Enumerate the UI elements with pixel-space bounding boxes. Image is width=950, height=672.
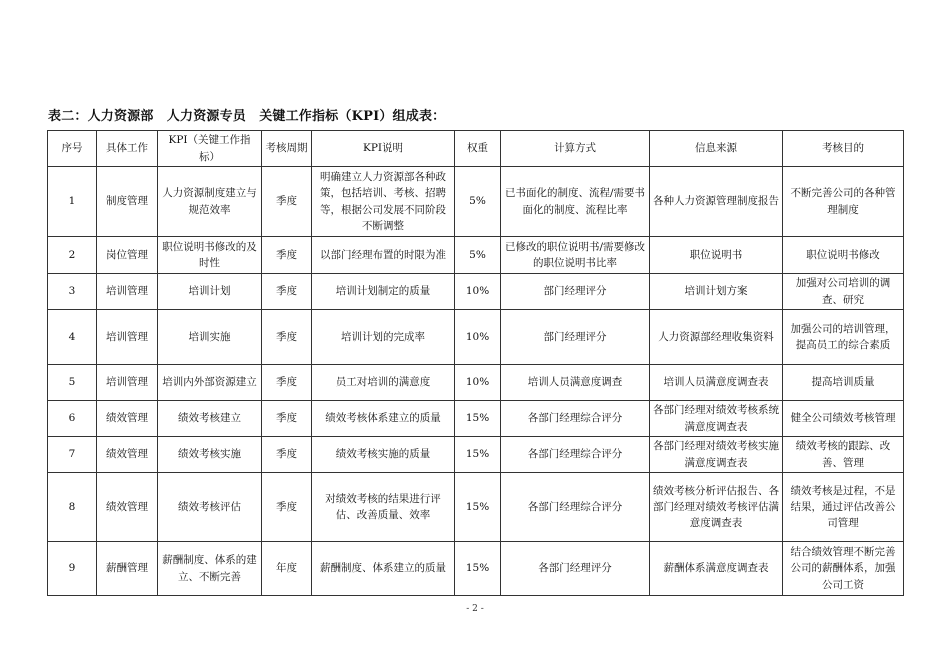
cell-period: 季度 [262,365,312,401]
cell-weight: 15% [455,437,501,473]
cell-kpi-description: 薪酬制度、体系建立的质量 [312,542,455,596]
cell-calculation: 各部门经理评分 [501,542,650,596]
cell-info-source: 各种人力资源管理制度报告 [650,167,783,237]
cell-weight: 15% [455,473,501,542]
cell-kpi: 薪酬制度、体系的建立、不断完善 [158,542,262,596]
cell-task: 培训管理 [97,310,158,365]
cell-index: 9 [48,542,97,596]
cell-index: 1 [48,167,97,237]
cell-purpose: 绩效考核是过程，不是结果，通过评估改善公司管理 [783,473,904,542]
table-row [48,473,904,542]
cell-period: 季度 [262,237,312,274]
cell-purpose: 不断完善公司的各种管理制度 [783,167,904,237]
cell-kpi: 培训内外部资源建立 [158,365,262,401]
cell-period: 季度 [262,401,312,437]
cell-kpi-description: 对绩效考核的结果进行评估、改善质量、效率 [312,473,455,542]
cell-info-source: 绩效考核分析评估报告、各部门经理对绩效考核评估满意度调查表 [650,473,783,542]
cell-calculation: 各部门经理综合评分 [501,401,650,437]
cell-info-source: 培训计划方案 [650,274,783,310]
cell-purpose: 加强公司的培训管理，提高员工的综合素质 [783,310,904,365]
table-row [48,542,904,596]
cell-task: 绩效管理 [97,401,158,437]
cell-kpi: 培训实施 [158,310,262,365]
cell-period: 年度 [262,542,312,596]
cell-weight: 10% [455,310,501,365]
cell-task: 岗位管理 [97,237,158,274]
table-row [48,237,904,274]
cell-task: 薪酬管理 [97,542,158,596]
cell-weight: 15% [455,542,501,596]
cell-index: 8 [48,473,97,542]
header-cell-period: 考核周期 [262,131,312,167]
cell-purpose: 职位说明书修改 [783,237,904,274]
cell-kpi-description: 明确建立人力资源部各种政策，包括培训、考核、招聘等，根据公司发展不同阶段不断调整 [312,167,455,237]
cell-info-source: 培训人员满意度调查表 [650,365,783,401]
cell-period: 季度 [262,473,312,542]
cell-task: 绩效管理 [97,473,158,542]
cell-kpi-description: 员工对培训的满意度 [312,365,455,401]
cell-calculation: 已修改的职位说明书/需要修改的职位说明书比率 [501,237,650,274]
header-cell-index: 序号 [48,131,97,167]
table-row [48,274,904,310]
cell-purpose: 结合绩效管理不断完善公司的薪酬体系，加强公司工资 [783,542,904,596]
table-row [48,437,904,473]
cell-weight: 10% [455,365,501,401]
cell-weight: 10% [455,274,501,310]
cell-kpi-description: 以部门经理布置的时限为准 [312,237,455,274]
cell-period: 季度 [262,310,312,365]
page-number: - 2 - [466,604,484,614]
cell-info-source: 各部门经理对绩效考核系统满意度调查表 [650,401,783,437]
cell-calculation: 培训人员满意度调查 [501,365,650,401]
header-cell-task: 具体工作 [97,131,158,167]
cell-calculation: 部门经理评分 [501,274,650,310]
cell-weight: 5% [455,237,501,274]
cell-purpose: 提高培训质量 [783,365,904,401]
cell-info-source: 人力资源部经理收集资料 [650,310,783,365]
header-cell-purpose: 考核目的 [783,131,904,167]
header-row [48,131,904,167]
document-title: 表二：人力资源部 人力资源专员 关键工作指标（KPI）组成表： [48,109,446,124]
cell-kpi-description: 培训计划制定的质量 [312,274,455,310]
cell-weight: 5% [455,167,501,237]
cell-period: 季度 [262,167,312,237]
table-row [48,401,904,437]
table-row [48,310,904,365]
cell-kpi: 人力资源制度建立与规范效率 [158,167,262,237]
cell-index: 6 [48,401,97,437]
kpi-table [47,130,904,596]
cell-purpose: 健全公司绩效考核管理 [783,401,904,437]
cell-kpi: 绩效考核评估 [158,473,262,542]
cell-info-source: 薪酬体系满意度调查表 [650,542,783,596]
header-cell-info-source: 信息来源 [650,131,783,167]
cell-index: 5 [48,365,97,401]
cell-weight: 15% [455,401,501,437]
cell-purpose: 加强对公司培训的调查、研究 [783,274,904,310]
cell-kpi: 绩效考核实施 [158,437,262,473]
table-row [48,167,904,237]
cell-task: 制度管理 [97,167,158,237]
cell-purpose: 绩效考核的跟踪、改善、管理 [783,437,904,473]
header-cell-weight: 权重 [455,131,501,167]
cell-info-source: 职位说明书 [650,237,783,274]
cell-task: 培训管理 [97,274,158,310]
cell-kpi: 职位说明书修改的及时性 [158,237,262,274]
header-cell-kpi-description: KPI说明 [312,131,455,167]
cell-calculation: 已书面化的制度、流程/需要书面化的制度、流程比率 [501,167,650,237]
header-cell-kpi: KPI（关键工作指标） [158,131,262,167]
cell-index: 3 [48,274,97,310]
cell-kpi: 培训计划 [158,274,262,310]
cell-calculation: 部门经理评分 [501,310,650,365]
cell-index: 4 [48,310,97,365]
cell-index: 7 [48,437,97,473]
cell-kpi: 绩效考核建立 [158,401,262,437]
cell-task: 绩效管理 [97,437,158,473]
cell-period: 季度 [262,437,312,473]
cell-period: 季度 [262,274,312,310]
cell-kpi-description: 培训计划的完成率 [312,310,455,365]
cell-index: 2 [48,237,97,274]
cell-calculation: 各部门经理综合评分 [501,437,650,473]
cell-kpi-description: 绩效考核实施的质量 [312,437,455,473]
cell-kpi-description: 绩效考核体系建立的质量 [312,401,455,437]
cell-calculation: 各部门经理综合评分 [501,473,650,542]
table-row [48,365,904,401]
header-cell-calculation: 计算方式 [501,131,650,167]
cell-task: 培训管理 [97,365,158,401]
cell-info-source: 各部门经理对绩效考核实施满意度调查表 [650,437,783,473]
